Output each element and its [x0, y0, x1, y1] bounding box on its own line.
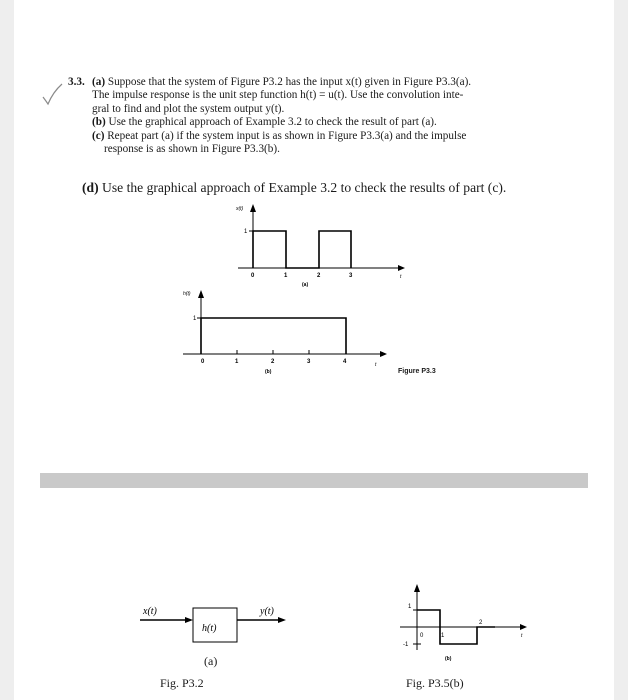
part-c-label: (c): [92, 129, 105, 142]
part-a-line-1: Suppose that the system of Figure P3.2 has the input x(t) given in Figure P3.3(a).: [107, 76, 472, 88]
figure-p33a: [228, 200, 408, 295]
x-tick-1: 1: [441, 633, 445, 639]
input-label: x(t): [143, 606, 157, 617]
signal-pulses: [253, 231, 351, 268]
figure-p32-subcaption: (a): [204, 654, 218, 668]
x-tick-0: 0: [420, 633, 424, 639]
part-d-label: (d): [82, 180, 99, 195]
x-axis-arrow: [398, 265, 405, 271]
caption-a: (a): [302, 282, 309, 288]
x-axis-arrow: [380, 351, 387, 357]
y-tick-neg: -1: [403, 642, 409, 648]
y-tick-1: 1: [193, 316, 197, 322]
y-axis-arrow: [414, 584, 420, 592]
output-label: y(t): [260, 606, 274, 617]
figure-p35b-caption: Fig. P3.5(b): [406, 676, 464, 690]
part-c-line-2: response is as shown in Figure P3.3(b).: [104, 143, 280, 156]
output-arrow-head: [278, 617, 286, 623]
x-tick-3: 3: [307, 359, 311, 365]
x-tick-2: 2: [271, 359, 275, 365]
impulse-response-pulse: [201, 318, 346, 354]
y-tick-1: 1: [244, 229, 248, 235]
part-b-text: Use the graphical approach of Example 3.2 to check the result of part (a).: [108, 116, 437, 129]
caption-b: (b): [265, 369, 272, 375]
x-tick-3: 3: [349, 273, 353, 279]
figure-p33b: [175, 286, 390, 381]
y-axis-arrow: [198, 290, 204, 298]
sub-caption: (b): [445, 656, 452, 662]
figure-p32-caption: Fig. P3.2: [160, 676, 204, 690]
part-a-label: (a): [92, 76, 106, 88]
part-c-line-1: Repeat part (a) if the system input is as shown in Figure P3.3(a) and the impulse: [107, 129, 467, 142]
problem-text: [68, 76, 560, 156]
y-axis-arrow: [250, 204, 256, 212]
figure-p33-label: Figure P3.3: [398, 368, 436, 375]
figure-p35b: [395, 582, 530, 662]
part-d: [82, 180, 506, 196]
input-arrow-head: [185, 617, 193, 623]
figure-p32: [135, 598, 305, 673]
x-tick-2: 2: [317, 273, 321, 279]
checkmark-icon: [40, 82, 64, 106]
x-tick-1: 1: [235, 359, 239, 365]
x-axis-label: t: [521, 633, 523, 639]
x-tick-4: 4: [343, 359, 347, 365]
problem-number: 3.3.: [68, 76, 85, 88]
x-axis-arrow: [520, 624, 527, 630]
part-a-line-3: gral to find and plot the system output y(t).: [92, 102, 285, 115]
x-axis-label: t: [400, 274, 402, 280]
x-tick-0: 0: [201, 359, 205, 365]
y-tick-pos: 1: [408, 604, 412, 610]
y-axis-label: x(t): [236, 206, 244, 212]
part-d-text: Use the graphical approach of Example 3.2 to check the results of part (c).: [102, 180, 507, 195]
x-tick-2: 2: [479, 620, 483, 626]
page-divider: [40, 473, 588, 488]
y-axis-label: h(t): [183, 291, 191, 297]
x-tick-1: 1: [284, 273, 288, 279]
x-tick-0: 0: [251, 273, 255, 279]
part-b-label: (b): [92, 116, 106, 129]
block-label: h(t): [202, 623, 217, 634]
part-a-line-2: The impulse response is the unit step function h(t) = u(t). Use the convolution inte-: [92, 89, 464, 102]
x-axis-label: t: [375, 362, 377, 368]
